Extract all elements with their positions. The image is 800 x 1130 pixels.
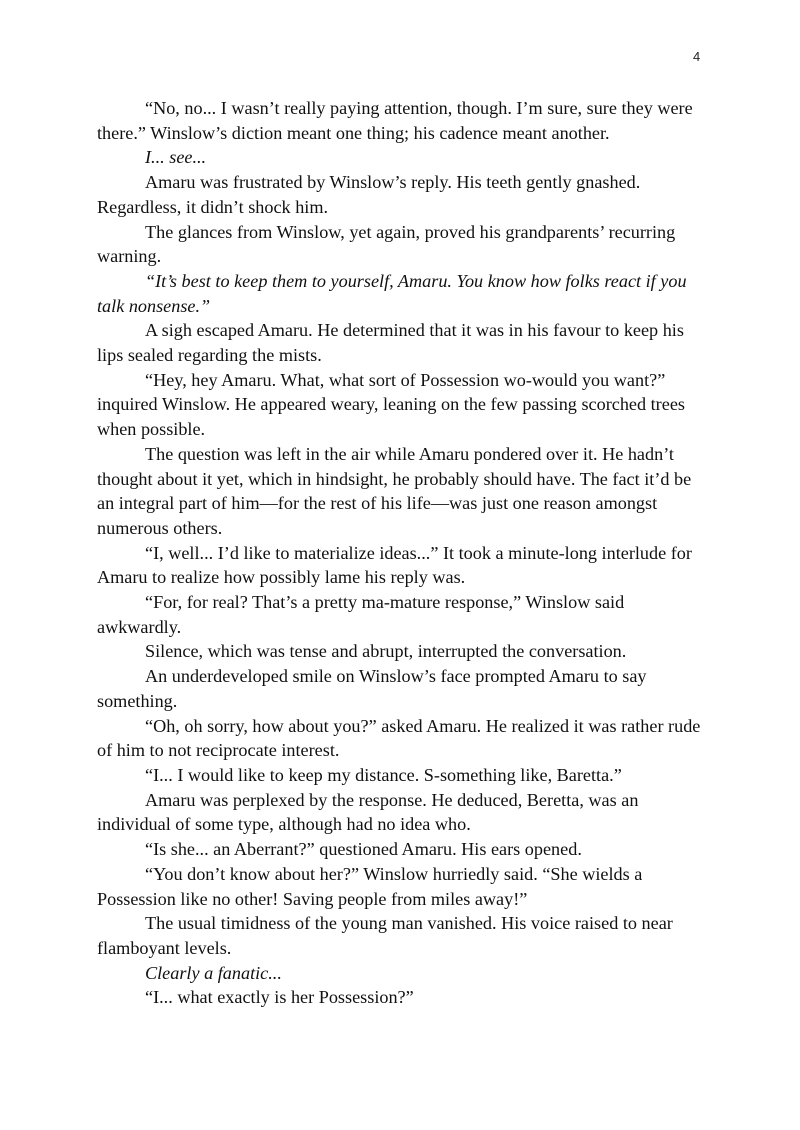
paragraph: “Oh, oh sorry, how about you?” asked Amaru. He realized it was rather rude of him to not reciprocate interest. xyxy=(97,715,701,761)
paragraph: Amaru was perplexed by the response. He deduced, Beretta, was an individual of some type, although had no idea who. xyxy=(97,789,639,835)
paragraph: The usual timidness of the young man vanished. His voice raised to near flamboyant levels. xyxy=(97,913,673,958)
paragraph: An underdeveloped smile on Winslow’s face prompted Amaru to say something. xyxy=(97,666,647,711)
body-text xyxy=(97,96,701,1010)
paragraph: “I... what exactly is her Possession?” xyxy=(145,987,414,1008)
paragraph: The question was left in the air while Amaru pondered over it. He hadn’t thought about it yet, which in hindsight, he probably should have. The fact it’d be an integral part of him—for the rest of his life—was just one reason amongst numerous others. xyxy=(97,443,692,538)
paragraph: “Is she... an Aberrant?” questioned Amaru. His ears opened. xyxy=(145,839,582,860)
paragraph: The glances from Winslow, yet again, proved his grandparents’ recurring warning. xyxy=(97,221,676,267)
paragraph: “I... I would like to keep my distance. S-something like, Baretta.” xyxy=(145,764,622,785)
paragraph: A sigh escaped Amaru. He determined that it was in his favour to keep his lips sealed regarding the mists. xyxy=(97,320,684,366)
paragraph: Silence, which was tense and abrupt, interrupted the conversation. xyxy=(145,641,627,662)
paragraph: “You don’t know about her?” Winslow hurriedly said. “She wields a Possession like no other! Saving people from miles away!” xyxy=(97,863,643,909)
paragraph: “For, for real? That’s a pretty ma-mature response,” Winslow said awkwardly. xyxy=(97,592,625,637)
paragraph: Amaru was frustrated by Winslow’s reply. His teeth gently gnashed. Regardless, it didn’t shock him. xyxy=(97,172,641,217)
paragraph: I... see... xyxy=(145,147,207,168)
paragraph: Clearly a fanatic... xyxy=(145,962,282,983)
paragraph: “No, no... I wasn’t really paying attention, though. I’m sure, sure they were there.” Winslow’s diction meant one thing; his cadence meant another. xyxy=(97,98,693,143)
paragraph: “It’s best to keep them to yourself, Amaru. You know how folks react if you talk nonsense.” xyxy=(97,270,687,316)
paragraph: “I, well... I’d like to materialize ideas...” It took a minute-long interlude for Amaru to realize how possibly lame his reply was. xyxy=(97,542,692,588)
paragraph: “Hey, hey Amaru. What, what sort of Possession wo-would you want?” inquired Winslow. He appeared weary, leaning on the few passing scorched trees when possible. xyxy=(97,369,685,440)
page-number: 4 xyxy=(693,49,701,64)
